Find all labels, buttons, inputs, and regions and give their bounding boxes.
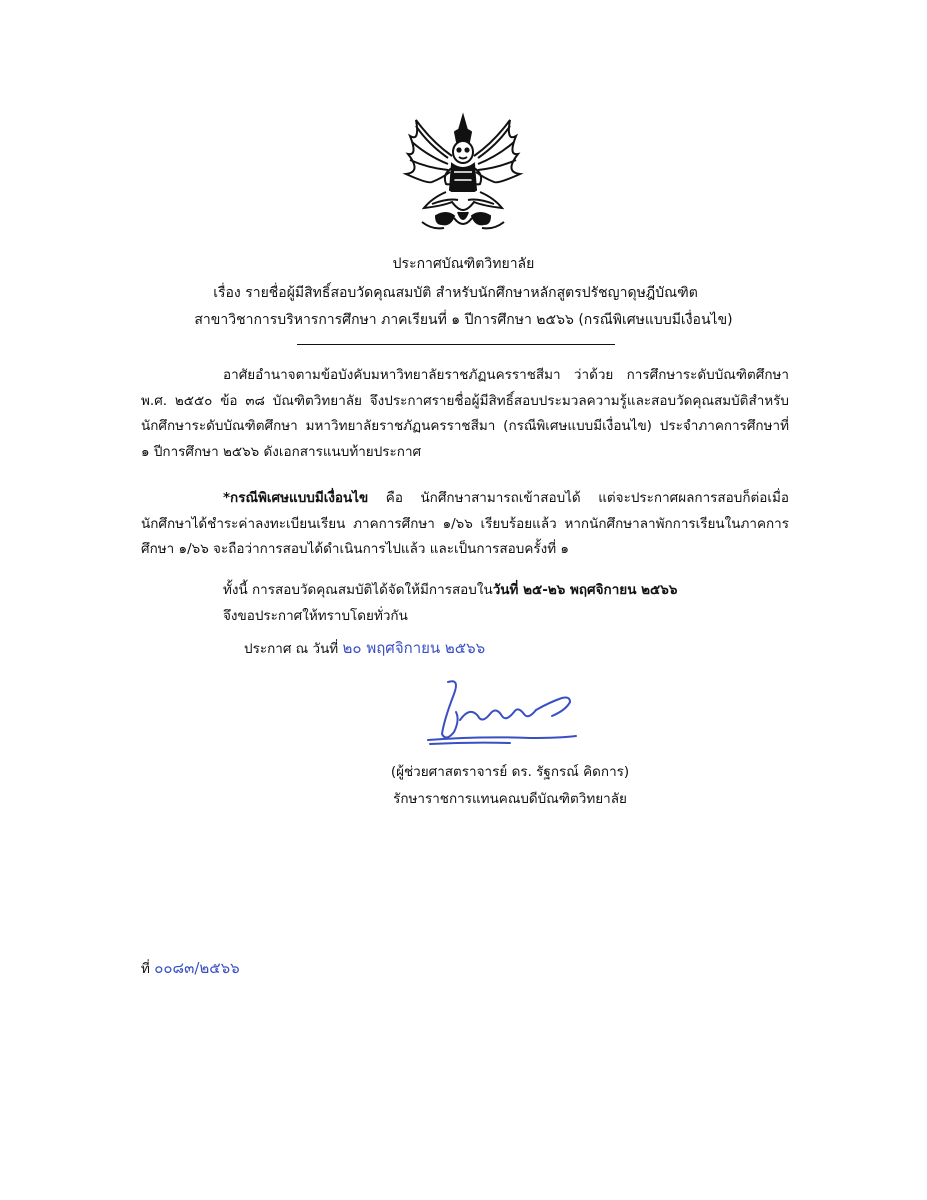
reference-number	[141, 958, 240, 979]
condition-text: คือ นักศึกษาสามารถเข้าสอบได้ แต่จะประกาศผลการสอบก็ต่อเมื่อนักศึกษาได้ชำระค่าลงทะเบียนเรียน ภาคการศึกษา ๑/๖๖ เรียบร้อยแล้ว หากนักศึกษาลาพักการเรียนในภาคการศึกษา ๑/๖๖ จะถือว่าการสอบได้ดำเนินการไปแล้ว และเป็นการสอบครั้งที่ ๑	[141, 490, 789, 557]
exam-date-prefix: ทั้งนี้ การสอบวัดคุณสมบัติได้จัดให้มีการสอบใน	[223, 582, 493, 598]
condition-paragraph	[141, 486, 789, 563]
closing-line: จึงขอประกาศให้ทราบโดยทั่วกัน	[223, 608, 408, 624]
reference-value: ๐๐๘๓/๒๕๖๖	[154, 959, 240, 977]
reference-label: ที่	[141, 961, 150, 977]
garuda-emblem-icon	[402, 112, 524, 236]
handwritten-signature	[420, 676, 580, 748]
issuer-heading: ประกาศบัณฑิตวิทยาลัย	[392, 256, 535, 272]
exam-date-line	[223, 580, 677, 600]
announced-label: ประกาศ ณ วันที่	[244, 641, 339, 657]
exam-date: วันที่ ๒๕-๒๖ พฤศจิกายน ๒๕๖๖	[492, 582, 678, 598]
program-heading: สาขาวิชาการบริหารการศึกษา ภาคเรียนที่ ๑ ปีการศึกษา ๒๕๖๖ (กรณีพิเศษแบบมีเงื่อนไข)	[194, 312, 733, 328]
authority-paragraph-text: อาศัยอำนาจตามข้อบังคับมหาวิทยาลัยราชภัฏนครราชสีมา ว่าด้วย การศึกษาระดับบัณฑิตศึกษา พ.ศ. ๒๕๕๐ ข้อ ๓๘ บัณฑิตวิทยาลัย จึงประกาศรายชื่อผู้มีสิทธิ์สอบประมวลความรู้และสอบวัดคุณสมบัติสำหรับนักศึกษาระดับบัณฑิตศึกษา มหาวิทยาลัยราชภัฏนครราชสีมา (กรณีพิเศษแบบมีเงื่อนไข) ประจำภาคการศึกษาที่ ๑ ปีการศึกษา ๒๕๖๖ ดังเอกสารแนบท้ายประกาศ	[141, 367, 789, 460]
condition-label: *กรณีพิเศษแบบมีเงื่อนไข	[223, 490, 369, 506]
authority-paragraph	[141, 363, 789, 465]
signatory-name: (ผู้ช่วยศาสตราจารย์ ดร. รัฐกรณ์ คิดการ)	[390, 764, 630, 780]
signatory-position: รักษาราชการแทนคณบดีบัณฑิตวิทยาลัย	[393, 791, 627, 807]
announced-date: ๒๐ พฤศจิกายน ๒๕๖๖	[342, 639, 486, 657]
subject-heading: เรื่อง รายชื่อผู้มีสิทธิ์สอบวัดคุณสมบัติ สำหรับนักศึกษาหลักสูตรปรัชญาดุษฎีบัณฑิต	[213, 285, 698, 301]
announced-line	[244, 638, 485, 659]
heading-divider	[297, 344, 615, 345]
